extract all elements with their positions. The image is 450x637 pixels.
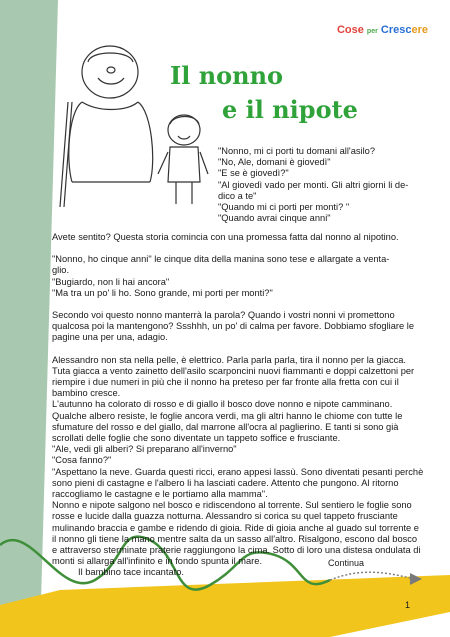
logo-word-3: Cresc [380,24,412,36]
brand-logo [337,24,428,36]
logo-word-4: ere [411,24,428,36]
dialog-block [52,254,424,299]
dialog-line: "Quando avrai cinque anni" [218,213,331,224]
paragraph: Nonno e nipote salgono nel bosco e ridiscendono al torrente. Sul sentiero le foglie sono rosse e lucide dalla guazza notturna. Alessandro si corica su quel tappeto frusciante mulinando braccia e gambe e ridendo di gioia. Ride di gioia anche al guado sul torrente e il nonno gli tiene la mano mentre salta da un sasso all'altro. Risalgono, escono dal bosco e attraverso sterminate praterie raggiungono la cima. Sotto di loro una distesa ondulata di monti si allarga all'infinito e in fondo spunta il mare. [52,500,421,567]
story-body [52,232,424,579]
paragraph: "Ale, vedi gli alberi? Si preparano all'inverno" [52,444,237,455]
title-line-1: Il nonno [170,61,284,90]
opening-dialog [218,146,430,224]
logo-word-2: per [366,28,378,35]
paragraph: L'autunno ha colorato di rosso e di giallo il bosco dove nonno e nipote camminano. Qualche albero resiste, le foglie ancora verdi, ma gli altri hanno le chiome con tutte le sfumature del rosso e del giallo, dal marrone all'ocra al paglierino. E tanti si sono già scrollati delle foglie che sono diventate un tappeto soffice e frusciante. [52,399,403,444]
dialog-line: dico a te" [218,190,257,201]
dialog-line: "Quando mi ci porti per monti? " [218,202,350,213]
logo-word-1: Cose [336,24,364,36]
paragraph: Avete sentito? Questa storia comincia con una promessa fatta dal nonno al nipotino. [52,232,399,242]
paragraph-line: "Ma tra un po' li ho. Sono grande, mi porti per monti?" [52,287,273,298]
title-line-2: e il nipote [222,95,358,124]
paragraph-line: glio. [52,265,70,276]
dialog-line: "E se è giovedì?" [218,168,289,179]
closing-line: Il bambino tace incantato. [78,567,184,578]
dialog-line: "Nonno, mi ci porti tu domani all'asilo? [218,146,375,156]
paragraph-line: "Bugiardo, non li hai ancora" [52,276,170,287]
continue-label: Continua [328,558,365,568]
dialog-line: "Al giovedì vado per monti. Gli altri giorni li de- [218,179,409,190]
page-number: 1 [405,600,411,610]
bottom-yellow-band [0,575,450,637]
paragraph: Secondo voi questo nonno manterrà la parola? Quando i vostri nonni vi promettono qualcosa poi la mantengono? Ssshhh, un po' di calma per favore. Dobbiamo sfogliare le pagine una per una, adagio. [52,310,414,343]
paragraph: Alessandro non sta nella pelle, è elettrico. Parla parla parla, tira il nonno per la giacca. Tuta giacca a vento zainetto dell'asilo scarponcini nuovi fiammanti e doppi calzettoni per riempire i due numeri in più che il nonno ha preteso per far fronte alla fretta con cui il bambino cresce. [52,354,415,399]
paragraph: "Cosa fanno?" [52,455,112,466]
paragraph: "Aspettano la neve. Guarda questi ricci, erano appesi lassù. Sono diventati pesanti perchè sono pieni di castagne e l'albero li ha lasciati cadere. Attento che pungono. Al ritorno raccogliamo le castagne e le portiamo alla mamma". [52,466,424,500]
dialog-line: "No, Ale, domani è giovedì" [218,157,331,168]
story-block [52,355,424,568]
paragraph-line: "Nonno, ho cinque anni" le cinque dita della manina sono tese e allargate a venta- [52,254,390,265]
